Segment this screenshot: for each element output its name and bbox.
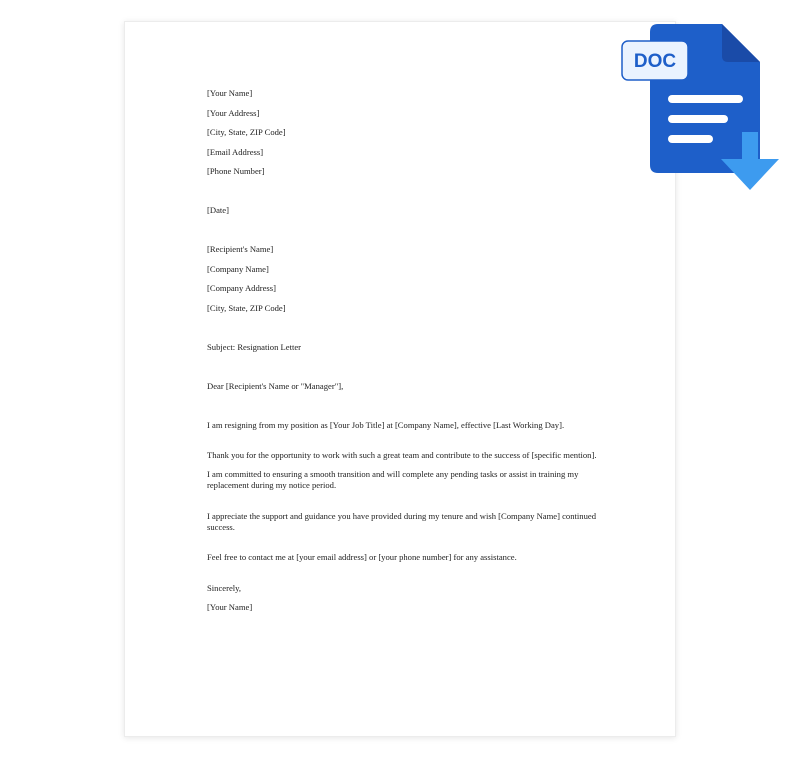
letter-date: [Date] bbox=[207, 205, 229, 215]
sender-name: [Your Name] bbox=[207, 88, 253, 98]
text-line-icon bbox=[668, 95, 743, 103]
recipient-company-address: [Company Address] bbox=[207, 283, 276, 293]
paragraph-appreciation: I appreciate the support and guidance you have provided during my tenure and wish [Company Name] continued success. bbox=[207, 510, 596, 532]
letter-subject: Subject: Resignation Letter bbox=[207, 341, 302, 352]
text-line-icon bbox=[668, 115, 728, 123]
sender-phone: [Phone Number] bbox=[207, 166, 265, 176]
doc-download-icon[interactable] bbox=[620, 18, 785, 193]
document-page bbox=[124, 21, 676, 737]
sender-address: [Your Address] bbox=[207, 107, 260, 118]
doc-badge-label: DOC bbox=[633, 51, 677, 72]
letter-salutation: Dear [Recipient's Name or "Manager"], bbox=[207, 380, 344, 391]
letter-signature: [Your Name] bbox=[207, 602, 253, 612]
sender-city-state-zip: [City, State, ZIP Code] bbox=[207, 127, 286, 137]
recipient-city-state-zip: [City, State, ZIP Code] bbox=[207, 302, 286, 313]
letter-body bbox=[207, 88, 607, 622]
recipient-name: [Recipient's Name] bbox=[207, 244, 274, 254]
paragraph-resignation: I am resigning from my position as [Your Job Title] at [Company Name], effective [Last Working Day]. bbox=[207, 419, 565, 430]
letter-closing: Sincerely, bbox=[207, 582, 242, 593]
paragraph-transition: I am committed to ensuring a smooth transition and will complete any pending tasks or assist in training my replacement during my notice period. bbox=[207, 469, 579, 490]
document-fold-icon bbox=[722, 24, 760, 62]
paragraph-contact: Feel free to contact me at [your email address] or [your phone number] for any assistance. bbox=[207, 552, 517, 562]
paragraph-thanks: Thank you for the opportunity to work with such a great team and contribute to the success of [specific mention]. bbox=[207, 450, 597, 460]
recipient-company: [Company Name] bbox=[207, 263, 269, 274]
sender-email: [Email Address] bbox=[207, 146, 264, 157]
text-line-icon bbox=[668, 135, 713, 143]
